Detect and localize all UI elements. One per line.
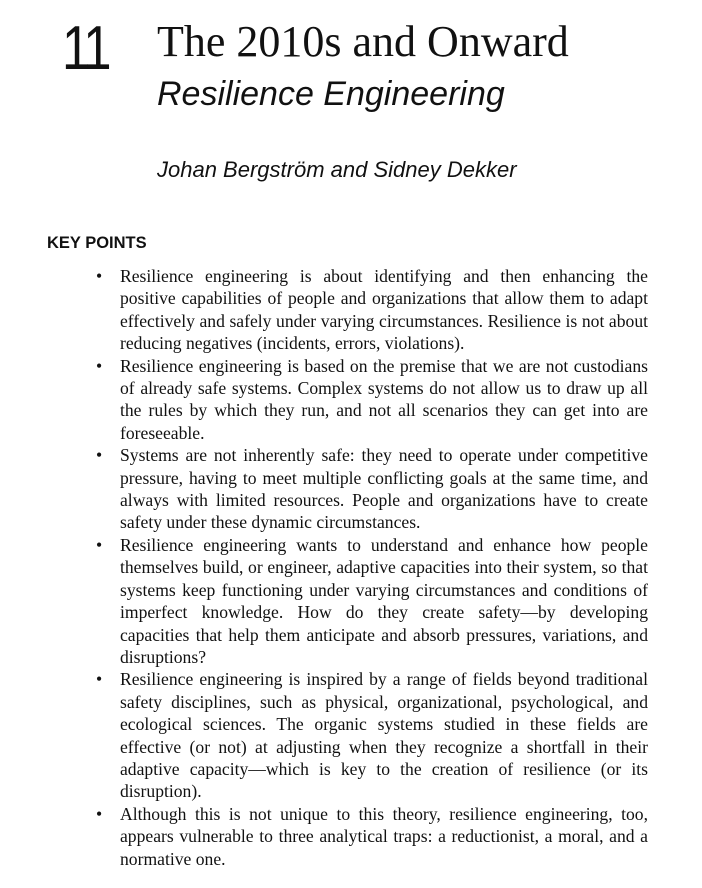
- key-point-text: Although this is not unique to this theory, resilience engineering, too, appears vulnerable to three analytical traps: a reductionist, a moral, and a normative one.: [120, 803, 648, 869]
- bullet-icon: •: [96, 669, 103, 690]
- chapter-title: The 2010s and Onward: [157, 17, 569, 66]
- key-point-text: Resilience engineering wants to understand and enhance how people themselves build, or engineer, adaptive capacities into their system, so that systems keep functioning under varying circumstances and conditions of imperfect knowledge. How do they create safety—by developing capacities that help them anticipate and absorb pressures, variations, and disruptions?: [120, 534, 648, 667]
- bullet-icon: •: [96, 803, 103, 824]
- key-point-text: Systems are not inherently safe: they need to operate under competitive pressure, having to meet multiple conflicting goals at the same time, and always with limited resources. People and organizations have to create safety under these dynamic circumstances.: [120, 445, 648, 533]
- key-points-heading: KEY POINTS: [47, 234, 147, 252]
- key-point-text: Resilience engineering is based on the premise that we are not custodians of already safe systems. Complex systems do not allow us to draw up all the rules by which they run, and not all scenarios they can get into are foreseeable.: [120, 355, 648, 443]
- key-point-item: [96, 668, 648, 802]
- key-point-item: [96, 355, 648, 445]
- key-points-list: [96, 265, 648, 870]
- bullet-icon: •: [96, 355, 103, 376]
- key-point-item: [96, 803, 648, 870]
- key-point-text: Resilience engineering is inspired by a range of fields beyond traditional safety disciplines, such as physical, organizational, psychological, and ecological sciences. The organic systems studied in these fields are effective (or not) at adjusting when they recognize a shortfall in their adaptive capacity—which is key to the creation of resilience (or its disruption).: [120, 669, 648, 802]
- chapter-subtitle: Resilience Engineering: [157, 75, 505, 113]
- chapter-authors: Johan Bergström and Sidney Dekker: [157, 157, 517, 182]
- key-point-item: [96, 444, 648, 534]
- key-point-text: Resilience engineering is about identifying and then enhancing the positive capabilities of people and organizations that allow them to adapt effectively and safely under varying circumstances. Resilience is not about reducing negatives (incidents, errors, violations).: [120, 266, 648, 354]
- bullet-icon: •: [96, 445, 103, 466]
- chapter-number: 11: [62, 14, 109, 83]
- bullet-icon: •: [96, 266, 103, 286]
- key-point-item: [96, 265, 648, 355]
- key-point-item: [96, 534, 648, 668]
- bullet-icon: •: [96, 534, 103, 555]
